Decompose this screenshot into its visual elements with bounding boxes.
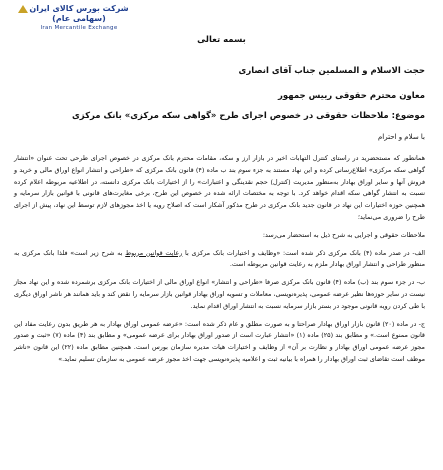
alef-text-end: به شرح زیر است» فلذا بانک مرکزی به منظور طراحی و انتشار اوراق بهادار ملزم به رعایت قوانین مربوطه است. [14,248,425,269]
body-paragraph-jim: ج- در ماده (۲۰) قانون بازار اوراق بهادار صراحتا و به صورت مطلق و عام ذکر شده است: «عرضه عمومی اوراق بهادار به هر طریق بدون رعایت مفاد این قانون ممنوع است.» و مطابق بند (۲۵) ماده (۱) «انتشار عبارت است از صدور اوراق بهادار برای عرضه عمومی» و مطابق بند (۴) ماده (۷) «ثبت و صدور مجوز عرضه عمومی اوراق بهادار و نظارت بر آن» از وظایف و اختیارات هیات مدیره سازمان بورس است. همچنین مطابق ماده (۲۲) این قانون «ناشر موظف است تقاضای ثبت اوراق بهادار را همراه با بیانیه ثبت و اعلامیه پذیره‌نویسی جهت اخذ مجوز عرضه عمومی به سازمان تسلیم نماید.» [14,319,425,363]
alef-underlined-text: رعایت قوانین مربوط [125,248,183,257]
letterhead-logo [14,4,144,32]
body-paragraph-be: ب- در جزء سوم بند (ب) ماده (۴) قانون بانک مرکزی صرفا «طراحی و انتشار» انواع اوراق مالی از اختیارات بانک مرکزی برشمرده شده و این نهاد مجاز نیست در سایر حوزه‌ها نظیر عرضه عمومی، پذیره‌نویسی، معاملات و تسویه اوراق بهادار قوانین بازار سرمایه را نقض کند و باید همانند هر ناشر اوراق دیگری با طی کردن رویه قانونی موجود در بستر بازار سرمایه نسبت به انتشار اوراق اقدام نماید. [14,278,425,310]
addressee-line-1: حجت الاسلام و المسلمین جناب آقای انصاری [238,66,425,76]
addressee-line-2: معاون محترم حقوقی رییس جمهور [278,91,425,101]
letter-subject: موضوع: ملاحظات حقوقی در خصوص اجرای طرح «گواهی سکه مرکزی» بانک مرکزی [72,111,425,121]
alef-text-start: الف- در صدر ماده (۴) بانک مرکزی ذکر شده است: «وظایف و اختیارات بانک مرکزی با [182,248,426,257]
body-paragraph-alef [14,248,425,272]
letter-body [14,153,425,372]
body-paragraph-heading: ملاحظات حقوقی و اجرایی به شرح ذیل به استحضار می‌رسد: [262,230,425,239]
logo-mark-icon [18,5,28,13]
logo-name-en: Iran Mercantile Exchange [40,25,118,31]
greeting: با سلام و احترام [377,133,425,141]
basmala: بسمه تعالی [197,35,246,45]
logo-name-fa: شرکت بورس کالای ایران (سهامی عام) [29,4,129,23]
body-paragraph-intro: همانطور که مستحضرید در راستای کنترل التهابات اخیر در بازار ارز و سکه، مقامات محترم بانک مرکزی در خصوص اجرای طرحی تحت عنوان «انتشار گواهی سکه مرکزی» اطلاع‌رسانی کرده و این نهاد مستند به جزء سوم بند ب ماده (۴) قانون بانک مرکزی که «طراحی و انتشار انواع اوراق مالی و خرید و فروش آنها و سایر اوراق بهادار به‌منظور مدیریت (کنترل) حجم نقدینگی و اعتبارات» را از اختیارات بانک مرکزی دانسته، در اطلاعیه مربوطه اعلام کرده نسبت به انتشار گواهی سکه اقدام خواهد کرد. با توجه به مختصات ارائه شده در خصوص این طرح، برخی مغایرت‌های قانونی با قوانین بازار سرمایه و همچنین حوزه اختیارات این نهاد در قانون جدید بانک مرکزی در طرح مذکور آشکار است که اصلاح رویه یا اخذ مجوزهای لازم توسط این نهاد، پیش از اجرای طرح را ضروری می‌نماید؛ [14,154,425,221]
